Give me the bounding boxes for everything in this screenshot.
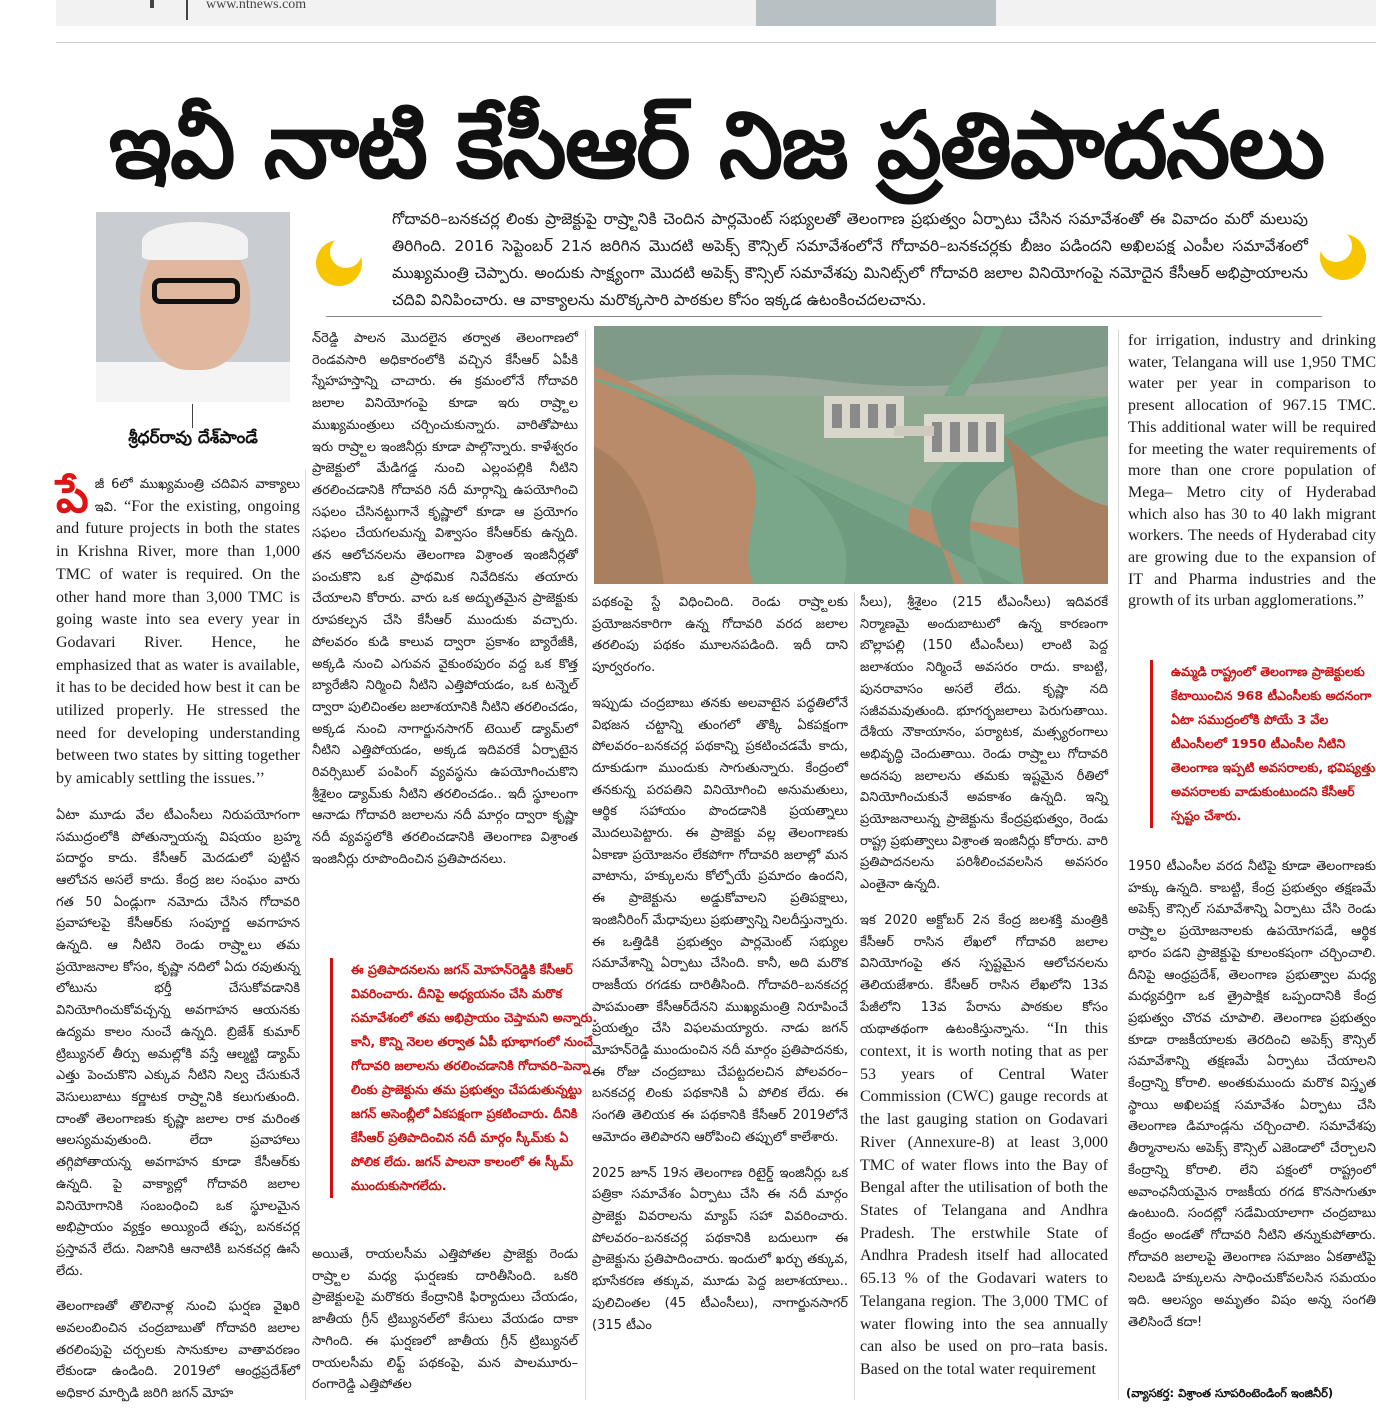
column-2-paragraph-2: అయితే, రాయలసీమ ఎత్తిపోతల ప్రాజెక్టు రెండు రాష్ర్టాల మధ్య ఘర్షణకు దారితీసింది. ఒకరి ప్రాజెక్టులపై మరొకరు కేంద్రానికి ఫిర్యాదులు చేయడం, జాతీయ గ్రీన్ ట్రిబ్యునల్‌లో కేసులు వేయడం దాకా సాగింది. ఈ ఘర్షణలో జాతీయ గ్రీన్ ట్రిబ్యునల్ రాయలసీమ లిఫ్ట్ పథకంపై, మన పాలమూరు–రంగారెడ్డి ఎత్తిపోతల [312, 1247, 578, 1393]
article-column-1 [56, 469, 300, 1413]
intro-divider [326, 316, 1322, 317]
article-headline: ఇవీ నాటి కేసీఆర్ నిజ ప్రతిపాదనలు [108, 92, 1324, 199]
masthead-fill-right [996, 0, 1376, 26]
column-3-paragraph-1: పథకంపై స్టే విధించింది. రెండు రాష్ర్టాలకు ప్రయోజనకారిగా ఉన్న గోదావరి వరద జలాల తరలింపు పథకం మూలనపడింది. ఇదీ దాని పూర్వరంగం. [592, 595, 848, 676]
column-separator [854, 592, 855, 1400]
author-credit: (వ్యాసకర్త: విశ్రాంత సూపరింటెండింగ్ ఇంజినీర్) [1126, 1386, 1334, 1400]
top-rule [56, 42, 1376, 43]
article-intro: గోదావరి–బనకచర్ల లింకు ప్రాజెక్టుపై రాష్ర్టానికి చెందిన పార్లమెంట్ సభ్యులతో తెలంగాణ ప్రభుత్వం ఏర్పాటు చేసిన సమావేశంతో ఈ వివాదం మరో మలుపు తిరిగింది. 2016 సెప్టెంబర్ 21న జరిగిన మొదటి అపెక్స్ కౌన్సిల్ సమావేశంలోనే గోదావరి–బనకచర్లకు బీజం పడిందని అఖిలపక్ష ఎంపీల సమావేశంలో ముఖ్యమంత్రి చెప్పారు. అందుకు సాక్ష్యంగా మొదటి అపెక్స్ కౌన్సిల్ సమావేశపు మినిట్స్‌లో గోదావరి జలాల వినియోగంపై నమోదైన కేసీఆర్ అభిప్రాయాలను చదివి వినిపించారు. ఆ వాక్యాలను మరొక్కసారి పాఠకుల కోసం ఇక్కడ ఉటంకించదలచాను. [392, 210, 1308, 309]
column-1-lead-te: జీ 6లో ముఖ్యమంత్రి చదివిన వాక్యాలు ఇవి. [94, 477, 300, 515]
masthead-url[interactable]: www.ntnews.com [206, 0, 307, 12]
masthead-divider [186, 0, 188, 20]
author-name: శ్రీధర్‌రావు దేశ్‌పాండే [128, 428, 258, 448]
masthead-fill [56, 0, 756, 26]
column-5-quote-en: for irrigation, industry and drinking water, Telangana will use 1,950 TMC water per year in comparison to present allocation of 967.15 TMC. This additional water will be required for meeting the water requirements of more than one crore population of Mega– Metro city of Hyderabad which also has 30 to 40 lakh migrant workers. The needs of Hyderabad city are growing due to the expansion of IT and Pharma industries and the growth of its urban agglomerations.” [1128, 332, 1376, 610]
author-divider [192, 404, 193, 428]
article-column-2 [312, 328, 578, 879]
quote-close-icon [1320, 234, 1366, 280]
pull-quote-2 [1150, 660, 1376, 828]
column-4-quote-en: “In this context, it is worth noting that as per 53 years of Central Water Commission (CWC) gauge records at the last gauging station on Godavari River (Annexure-8) at least 3,000 TMC of water flows into the Bay of Bengal after the utilisation of both the States of Telangana and Andhra Pradesh. The erstwhile State of Andhra Pradesh itself had allocated 65.13 % of the Godavari waters to Telangana region. The 3,000 TMC of water flowing into the sea annually can also be used on pro–rata basis. Based on the total water requirement [860, 1020, 1109, 1378]
column-2-paragraph-1: న్‌రెడ్డి పాలన మొదలైన తర్వాత తెలంగాణలో రెండవసారి అధికారంలోకి వచ్చిన కేసీఆర్ ఏపీకి స్నేహహస్తాన్ని చాచారు. ఈ క్రమంలోనే గోదావరి జలాల వినియోగంపై కూడా ఇరు రాష్ర్టాల ముఖ్యమంత్రులు చర్చించుకున్నారు. వారితోపాటు ఇరు రాష్ర్టాల ఇంజినీర్లు కూడా పాల్గొన్నారు. కాళేశ్వరం ప్రాజెక్టులో మేడిగడ్డ నుంచి ఎల్లంపల్లికి నీటిని తరలించడానికి గోదావరి నదీ మార్గాన్ని ఉపయోగించి సఫలం చేసినట్టుగానే కృష్ణాలో కూడా ఆ ప్రయోగం సఫలం చేయగలమన్న విశ్వాసం కేసీఆర్‌కు ఉన్నది. తన ఆలోచనలను తెలంగాణ విశ్రాంత ఇంజినీర్లతో పంచుకొని ఒక ప్రాథమిక నివేదికను తయారు చేయాలని కోరారు. వారు ఒక అద్భుతమైన ప్రాజెక్టుకు రూపకల్పన చేసి కేసీఆర్ ముందుకు వచ్చారు. పోలవరం కుడి కాలువ ద్వారా ప్రకాశం బ్యారేజీకి, అక్కడి నుంచి ఎగువన వైకుంఠపురం వద్ద ఒక కొత్త బ్యారేజీని నిర్మించి నీటిని ఎత్తిపోయడం, ఒక టన్నెల్ ద్వారా పులిచింతల జలాశయానికి నీటిని తరలించడం, అక్కడ నుంచి నాగార్జునసాగర్ టెయిల్ డ్యామ్‌లో నీటిని ఎత్తిపోయడం, అక్కడ ఇదివరకే ఏర్పాటైన రివర్సిబుల్ పంపింగ్ వ్యవస్థను ఉపయోగించుకొని శ్రీశైలం డ్యామ్‌కు నీటిని తరలించడం.. ఇదీ స్థూలంగా ఆనాడు గోదావరి జలాలను నదీ మార్గం ద్వారా కృష్ణా నదీ వ్యవస్థలోకి తరలించడానికి తెలంగాణ విశ్రాంత ఇంజినీర్లు రూపొందించిన ప్రతిపాదనలు. [312, 331, 578, 867]
article-column-4 [860, 592, 1108, 1390]
dam-photo-illustration [594, 326, 1108, 584]
dam-photo [594, 326, 1108, 584]
article-column-5-bottom [1128, 856, 1376, 1341]
author-photo [96, 212, 290, 402]
column-5-paragraph-2: 1950 టీఎంసీల వరద నీటిపై కూడా తెలంగాణకు హక్కు ఉన్నది. కాబట్టి, కేంద్ర ప్రభుత్వం తక్షణమే అపెక్స్ కౌన్సిల్ సమావేశాన్ని ఏర్పాటు చేసి రెండు రాష్ర్టాల ప్రయోజనాలకు ఉపయోగపడే, ఆర్థిక భారం పడని ప్రాజెక్టుపై కూలంకషంగా చర్చించాలి. దీనిపై ఆంధ్రప్రదేశ్, తెలంగాణ ప్రభుత్వాల మధ్య మధ్యవర్తిగా ఒక త్రైపాక్షిక ఒప్పందానికి కేంద్ర ప్రభుత్వం చొరవ చూపాలి. తెలంగాణ ప్రభుత్వం కూడా రాజకీయాలకు తెరదించి అపెక్స్ కౌన్సిల్ సమావేశాన్ని తక్షణమే ఏర్పాటు చేయాలని కేంద్రాన్ని కోరాలి. అంతకుముందు మరొక విస్తృత స్థాయి అఖిలపక్ష సమావేశం ఏర్పాటు చేసి తెలంగాణ డిమాండ్లను చర్చించాలి. సమావేశపు తీర్మానాలను అపెక్స్ కౌన్సిల్ ఎజెండాలో చేర్చాలని కేంద్రాన్ని కోరాలి. లేని పక్షంలో రాష్ట్రంలో అవాంఛనీయమైన రాజకీయ రగడ కొనసాగుతూ ఉంటుంది. సందట్లో సడేమియాలాగా చంద్రబాబు కేంద్రం అండతో గోదావరి నీటిని తన్నుకుపోతారు. గోదావరి జలాలపై తెలంగాణ సమాజం ఏకతాటిపై నిలబడి హక్కులను సాధించుకోవలసిన సమయం ఇది. ఆలస్యం అమృతం విషం అన్న సంగతి తెలిసిందే కదా! [1128, 859, 1376, 1330]
column-3-paragraph-2: ఇప్పుడు చంద్రబాబు తనకు అలవాటైన పద్ధతిలోనే విభజన చట్టాన్ని తుంగలో తొక్కి ఏకపక్షంగా పోలవరం–బనకచర్ల పథకాన్ని ప్రకటించడమే కాదు, దూకుడుగా ముందుకు సాగుతున్నారు. కేంద్రంలో తనకున్న పరపతిని వినియోగించి అనుమతులు, ఆర్థిక సహాయం పొందడానికి ప్రయత్నాలు మొదలుపెట్టారు. ఈ ప్రాజెక్టు వల్ల తెలంగాణకు ఏకాణా ప్రయోజనం లేకపోగా గోదావరి జలాల్లో మన వాటాను, హక్కులను కోల్పోయే ప్రమాదం ఉందని, ఈ ప్రాజెక్టును అడ్డుకోవాలని ప్రతిపక్షాలు, ఇంజినీరింగ్ మేధావులు ప్రభుత్వాన్ని నిలదీస్తున్నారు. ఈ ఒత్తిడికి ప్రభుత్వం పార్లమెంట్ సభ్యుల సమావేశాన్ని ఏర్పాటు చేసింది. కానీ, అది మరొక రాజకీయ రగడకు దారితీసింది. గోదావరి–బనకచర్ల పాపమంతా కేసీఆర్‌దేనని ముఖ్యమంత్రి నిరూపించే ప్రయత్నం చేసి విఫలమయ్యారు. నాడు జగన్ మోహన్‌రెడ్డి ముందుంచిన నదీ మార్గం ప్రతిపాదనకు, ఈ రోజు చంద్రబాబు చేపట్టదలచిన పోలవరం–బనకచర్ల లింకు పథకానికి ఏ పోలిక లేదు. ఈ సంగతి తెలియక ఈ పథకానికి కేసీఆర్ 2019లోనే ఆమోదం తెలిపారని ఆరోపించి తప్పులో కాలేశారు. [592, 695, 848, 1145]
quote-open-icon [316, 240, 362, 286]
pull-quote-1-text: ఈ ప్రతిపాదనలను జగన్ మోహన్‌రెడ్డికి కేసీఆర్ వివరించారు. దీనిపై అధ్యయనం చేసి మరొక సమావేశంలో తమ అభిప్రాయం చెప్తామని అన్నారు. కానీ, కొన్ని నెలల తర్వాత ఏపీ భూభాగంలో నుంచే గోదావరి జలాలను తరలించడానికి గోదావరి–పెన్నా లింకు ప్రాజెక్టును తమ ప్రభుత్వం చేపడుతున్నట్టు జగన్ అసెంబ్లీలో ఏకపక్షంగా ప్రకటించారు. దీనికి కేసీఆర్ ప్రతిపాదించిన నదీ మార్గం స్కీమ్‌కు ఏ పోలిక లేదు. జగన్ పాలనా కాలంలో ఈ స్కీమ్ ముందుకుసాగలేదు. [351, 962, 598, 1193]
column-3-paragraph-3: 2025 జూన్ 19న తెలంగాణ రిటైర్డ్ ఇంజినీర్లు ఒక పత్రికా సమావేశం ఏర్పాటు చేసి ఈ నదీ మార్గం ప్రాజెక్టు వివరాలను మ్యాప్ సహా వివరించారు. పోలవరం–బనకచర్ల పథకానికి బదులుగా ఈ ప్రాజెక్టును ప్రతిపాదించారు. ఇందులో ఖర్చు తక్కువ, భూసేకరణ తక్కువ, మూడు పెద్ద జలాశయాలు.. పులిచింతల (45 టీఎంసీలు), నాగార్జునసాగర్ (315 టీఎం [592, 1165, 848, 1333]
column-1-paragraph-2: ఏటా మూడు వేల టీఎంసీలు నిరుపయోగంగా సముద్రంలోకి పోతున్నాయన్న విషయం బ్రహ్మ పదార్థం కాదు. కేసీఆర్ మెదడులో పుట్టిన ఆలోచన అసలే కాదు. కేంద్ర జల సంఘం వారు గత 50 ఏండ్లుగా నమోదు చేసిన గోదావరి ప్రవాహాలపై కేసీఆర్‌కు సంపూర్ణ అవగాహన ఉన్నది. ఆ నీటిని రెండు రాష్ర్టాలు తమ ప్రయోజనాల కోసం, కృష్ణా నదిలో ఏదు రవుతున్న లోటును భర్తీ చేసుకోవడానికి వినియోగించుకోవచ్చన్న అవగాహన ఆయనకు ఉద్యమ కాలం నుంచే ఉన్నది. బ్రిజేశ్ కుమార్ ట్రిబ్యునల్ తీర్పు అమల్లోకి వస్తే ఆల్మట్టి డ్యామ్ ఎత్తు పెంచుకొని ఎక్కువ నీటిని నిల్వ చేసుకునే వెసులుబాటు కర్ణాటక రాష్ర్టానికి కలుగుతుంది. దాంతో తెలంగాణకు కృష్ణా జలాల రాక మరింత ఆలస్యమవుతుంది. లేదా ప్రవాహాలు తగ్గిపోతాయన్న అవగాహన కూడా కేసీఆర్‌కు ఉన్నది. పై వాక్యాల్లో గోదావరి జలాల వినియోగానికి సంబంధించి ఒక స్థూలమైన అభిప్రాయం వ్యక్తం అయ్యిందే తప్ప, బనకచర్ల ప్రస్తావనే లేదు. నిజానికి ఆనాటికి బనకచర్ల ఊసే లేదు. [56, 807, 300, 1279]
article-column-3 [592, 592, 848, 1344]
column-separator [585, 330, 586, 1400]
article-column-2-bottom [312, 1244, 578, 1404]
column-1-quote-en: “For the existing, ongoing and future projects in both the states in Krishna River, more than 1,000 TMC of water is required. On the other hand more than 3,000 TMC is going waste into sea every year in Godavari River. Hence, he emphasized that as water is available, it has to be decided how best it can be utilized properly. He stressed the need for developing understanding between two states by sitting together by amicably settling the issues.’’ [56, 497, 300, 788]
column-1-paragraph-3: తెలంగాణతో తొలినాళ్ల నుంచి ఘర్షణ వైఖరి అవలంబించిన చంద్రబాబుతో గోదావరి జలాల తరలింపుపై చర్చలకు సానుకూల వాతావరణం లేకుండా ఉండింది. 2019లో ఆంధ్రప్రదేశ్‌లో అధికార మార్పిడి జరిగి జగన్ మోహ [56, 1299, 300, 1402]
masthead-mark [150, 0, 154, 8]
drop-cap: పే [56, 469, 89, 523]
article-column-5 [1128, 330, 1376, 620]
pull-quote-2-text: ఉమ్మడి రాష్ట్రంలో తెలంగాణ ప్రాజెక్టులకు కేటాయించిన 968 టీఎంసీలకు అదనంగా ఏటా సముద్రంలోకి పోయే 3 వేల టీఎంసీలలో 1950 టీఎంసీల నీటిని తెలంగాణ ఇప్పటి అవసరాలకు, భవిష్యత్తు అవసరాలకు వాడుకుంటుందని కేసీఆర్ స్పష్టం చేశారు. [1171, 664, 1376, 823]
column-separator [305, 470, 306, 1400]
masthead-bar [0, 0, 1376, 26]
column-4-paragraph-2-te: ఇక 2020 అక్టోబర్ 2న కేంద్ర జలశక్తి మంత్రికి కేసీఆర్ రాసిన లేఖలో గోదావరి జలాల వినియోగంపై తన స్పష్టమైన ఆలోచనలను తెలియజేశారు. కేసీఆర్ రాసిన లేఖలోని 13వ పేజీలోని 13వ పేరాను పాఠకుల కోసం యథాతథంగా ఉటంకిస్తున్నాను. [860, 912, 1108, 1038]
pull-quote-1 [330, 958, 601, 1198]
column-4-paragraph-1: సీలు), శ్రీశైలం (215 టీఎంసీలు) ఇదివరకే నిర్మాణమై అందుబాటులో ఉన్న కారణంగా బొల్లాపల్లి (150 టీఎంసీలు) లాంటి పెద్ద జలాశయం నిర్మించే అవసరం రాదు. కాబట్టి, పునరావాసం అసలే లేదు. కృష్ణా నది సజీవమవుతుంది. భూగర్భజలాలు పెరుగుతాయి. దేశీయ నౌకాయానం, పర్యాటక, మత్స్యరంగాలు అభివృద్ధి చెందుతాయి. రెండు రాష్ర్టాలు గోదావరి అదనపు జలాలను తమకు ఇష్టమైన రీతిలో వినియోగించుకునే అవకాశం ఉన్నది. ఇన్ని ప్రయోజనాలున్న ప్రాజెక్టును కేంద్రప్రభుత్వం, రెండు రాష్ట్ర ప్రభుత్వాలు విశ్రాంత ఇంజినీర్లు కోరారు. వారి ప్రతిపాదనలను పరిశీలించవలసిన అవసరం ఎంతైనా ఉన్నది. [860, 595, 1108, 893]
column-separator [1118, 330, 1119, 1400]
masthead-color-block [756, 0, 996, 26]
